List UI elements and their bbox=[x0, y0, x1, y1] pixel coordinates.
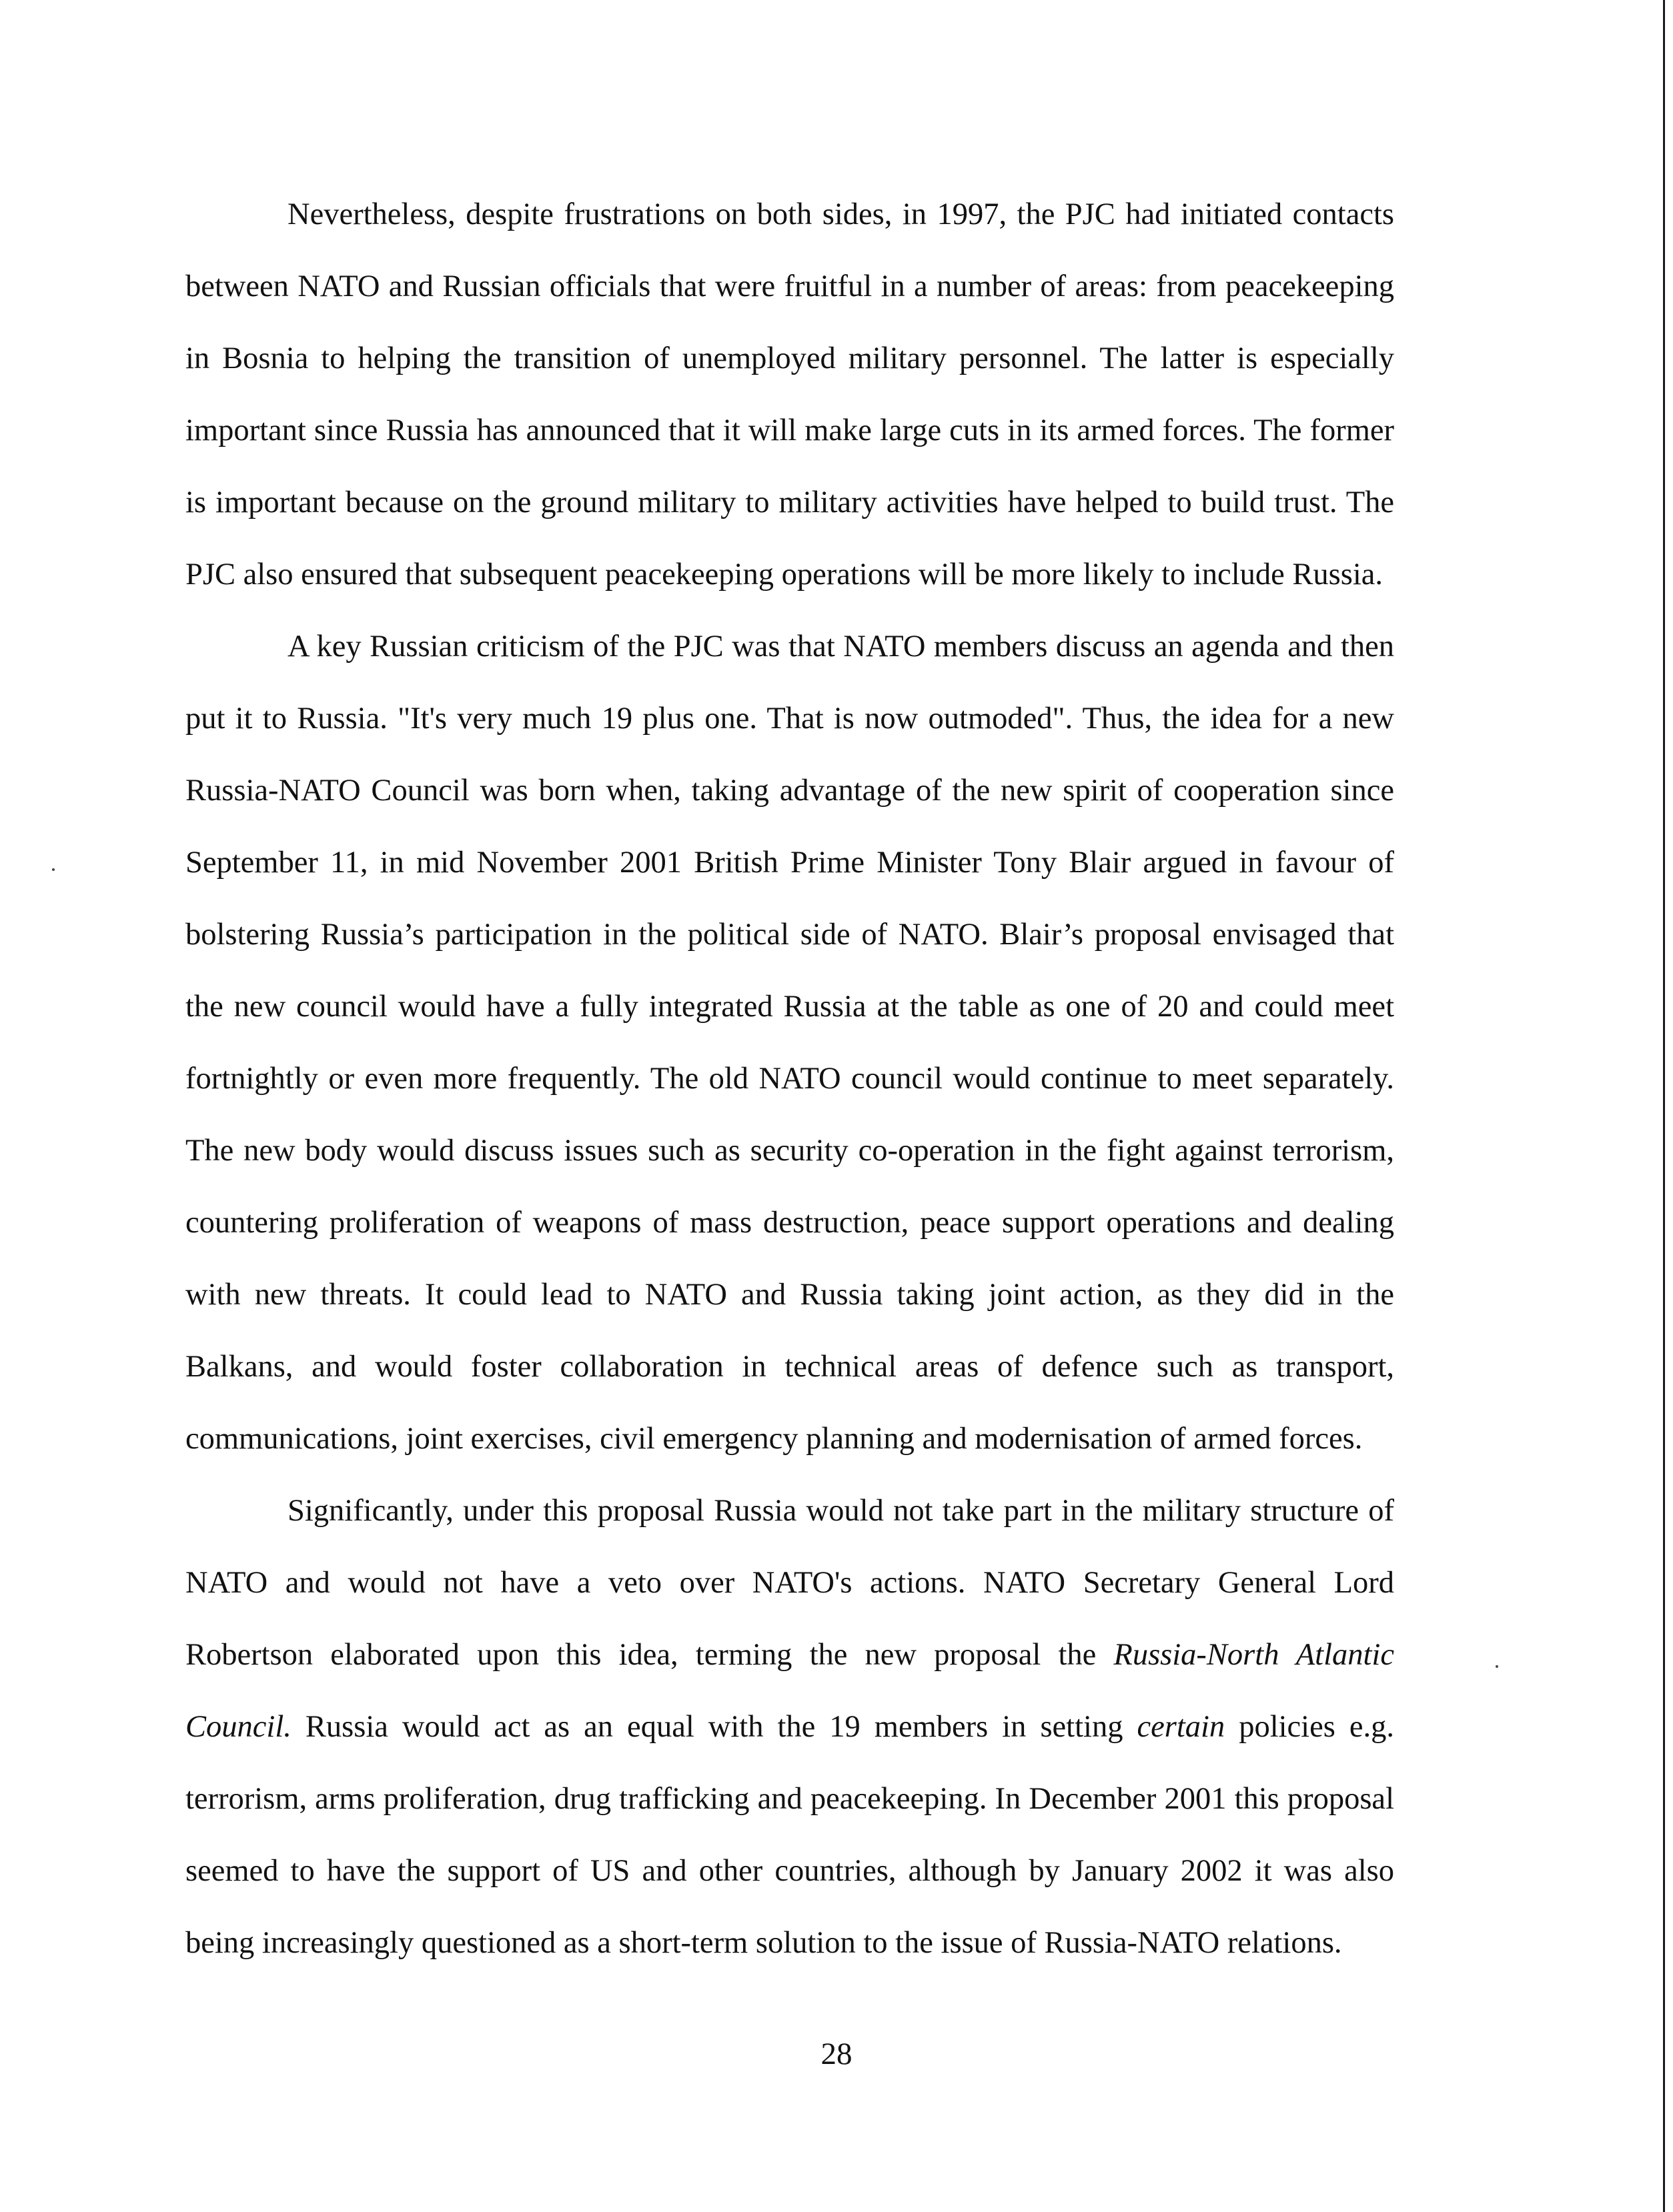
scan-edge-line bbox=[1663, 0, 1665, 2212]
page-number: 28 bbox=[820, 2037, 853, 2071]
scan-speck bbox=[1496, 1665, 1498, 1668]
paragraph-3-text-1: Significantly, under this proposal Russia would not take part in the military structure of NATO and would not have a veto over NATO's actions. NATO Secretary General Lord Robertson elaborated upon this idea, terming the new proposal the bbox=[185, 1494, 1394, 1672]
paragraph-3-text-2: Russia would act as an equal with the 19 members in setting bbox=[291, 1710, 1137, 1744]
body-text bbox=[185, 179, 1394, 1979]
paragraph-3-italic-certain: certain bbox=[1137, 1710, 1225, 1744]
paragraph-1: Nevertheless, despite frustrations on both sides, in 1997, the PJC had initiated contacts between NATO and Russian officials that were fruitful in a number of areas: from peacekeeping in Bosnia to helping the transition of unemployed military personnel. The latter is especially important since Russia has announced that it will make large cuts in its armed forces. The former is important because on the ground military to military activities have helped to build trust. The PJC also ensured that subsequent peacekeeping operations will be more likely to include Russia. bbox=[185, 197, 1394, 592]
scan-speck bbox=[52, 868, 55, 871]
paragraph-3-italic-council-name: Russia-North Atlantic Council. bbox=[185, 1638, 1394, 1744]
paragraph-2: A key Russian criticism of the PJC was that NATO members discuss an agenda and then put it to Russia. "It's very much 19 plus one. That is now outmoded". Thus, the idea for a new Russia-NATO Council was born when, taking advantage of the new spirit of cooperation since September 11, in mid November 2001 British Prime Minister Tony Blair argued in favour of bolstering Russia’s participation in the political side of NATO. Blair’s proposal envisaged that the new council would have a fully integrated Russia at the table as one of 20 and could meet fortnightly or even more frequently. The old NATO council would continue to meet separately. The new body would discuss issues such as security co-operation in the fight against terrorism, countering proliferation of weapons of mass destruction, peace support operations and dealing with new threats. It could lead to NATO and Russia taking joint action, as they did in the Balkans, and would foster collaboration in technical areas of defence such as transport, communications, joint exercises, civil emergency planning and modernisation of armed forces. bbox=[185, 630, 1394, 1456]
paragraph-3 bbox=[185, 1475, 1394, 1979]
paragraph-3-text-3: policies e.g. terrorism, arms proliferation, drug trafficking and peacekeeping. In December 2001 this proposal seemed to have the support of US and other countries, although by January 2002 it was also being increasingly questioned as a short-term solution to the issue of Russia-NATO relations. bbox=[185, 1710, 1394, 1960]
